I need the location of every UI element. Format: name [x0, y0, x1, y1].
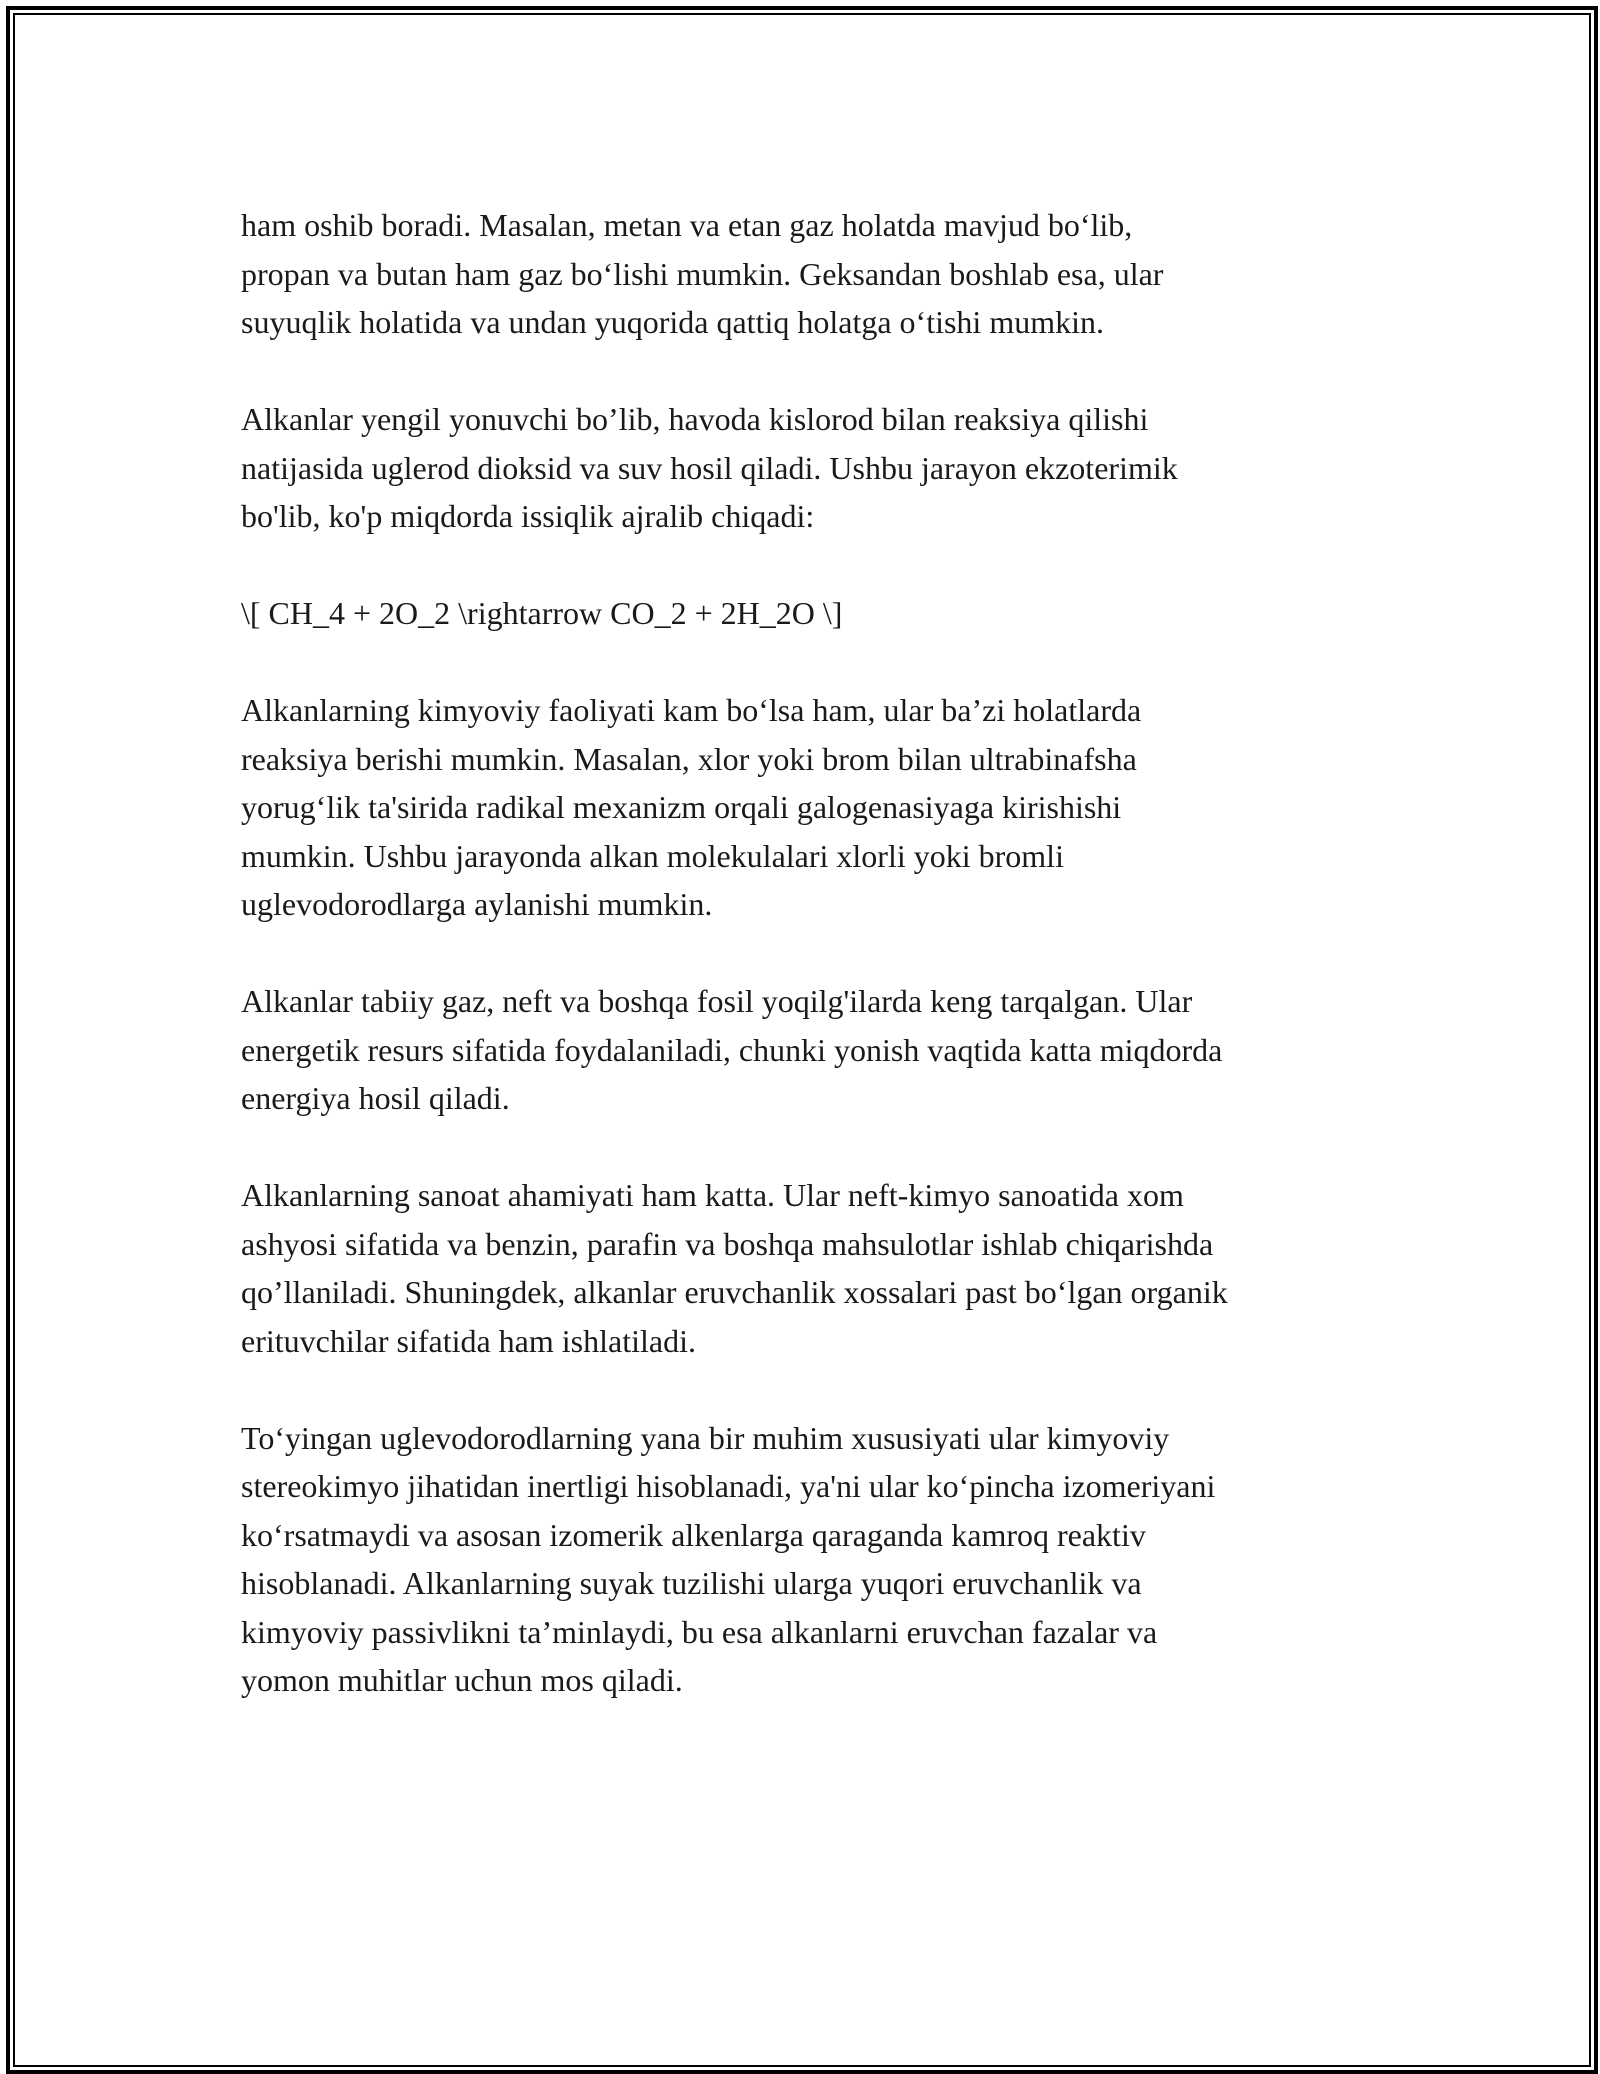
paragraph-combustion: Alkanlar yengil yonuvchi bo’lib, havoda kislorod bilan reaksiya qilishi natijasida uglerod dioksid va suv hosil qiladi. Ushbu jarayon ekzoterimik bo'lib, ko'p miqdorda issiqlik ajralib chiqadi: [241, 401, 1178, 534]
paragraph-alkane-states: ham oshib boradi. Masalan, metan va etan gaz holatda mavjud bo‘lib, propan va butan ham gaz bo‘lishi mumkin. Geksandan boshlab esa, ular suyuqlik holatida va undan yuqorida qattiq holatga o‘tishi mumkin. [241, 207, 1164, 340]
page-border [6, 6, 1598, 2074]
page-border-inner [13, 13, 1591, 2067]
paragraph-natural-sources: Alkanlar tabiiy gaz, neft va boshqa fosil yoqilg'ilarda keng tarqalgan. Ular energetik resurs sifatida foydalaniladi, chunki yonish vaqtida katta miqdorda energiya hosil qiladi. [241, 983, 1223, 1116]
paragraph-industrial-use: Alkanlarning sanoat ahamiyati ham katta. Ular neft-kimyo sanoatida xom ashyosi sifatida va benzin, parafin va boshqa mahsulotlar ishlab chiqarishda qo’llaniladi. Shuningdek, alkanlar eruvchanlik xossalari past bo‘lgan organik erituvchilar sifatida ham ishlatiladi. [241, 1177, 1228, 1359]
paragraph-inertness: To‘yingan uglevodorodlarning yana bir muhim xususiyati ular kimyoviy stereokimyo jihatidan inertligi hisoblanadi, ya'ni ular ko‘pincha izomeriyani ko‘rsatmaydi va asosan izomerik alkenlarga qaraganda kamroq reaktiv hisoblanadi. Alkanlarning suyak tuzilishi ularga yuqori eruvchanlik va kimyoviy passivlikni ta’minlaydi, bu esa alkanlarni eruvchan fazalar va yomon muhitlar uchun mos qiladi. [241, 1419, 1216, 1698]
paragraph-halogenation: Alkanlarning kimyoviy faoliyati kam bo‘lsa ham, ular ba’zi holatlarda reaksiya berishi mumkin. Masalan, xlor yoki brom bilan ultrabinafsha yorug‘lik ta'sirida radikal mexanizm orqali galogenasiyaga kirishishi mumkin. Ushbu jarayonda alkan molekulalari xlorli yoki bromli uglevodorodlarga aylanishi mumkin. [241, 692, 1142, 922]
document-body [241, 201, 1401, 1753]
equation-methane-combustion: \[ CH_4 + 2O_2 \rightarrow CO_2 + 2H_2O \] [241, 595, 843, 631]
